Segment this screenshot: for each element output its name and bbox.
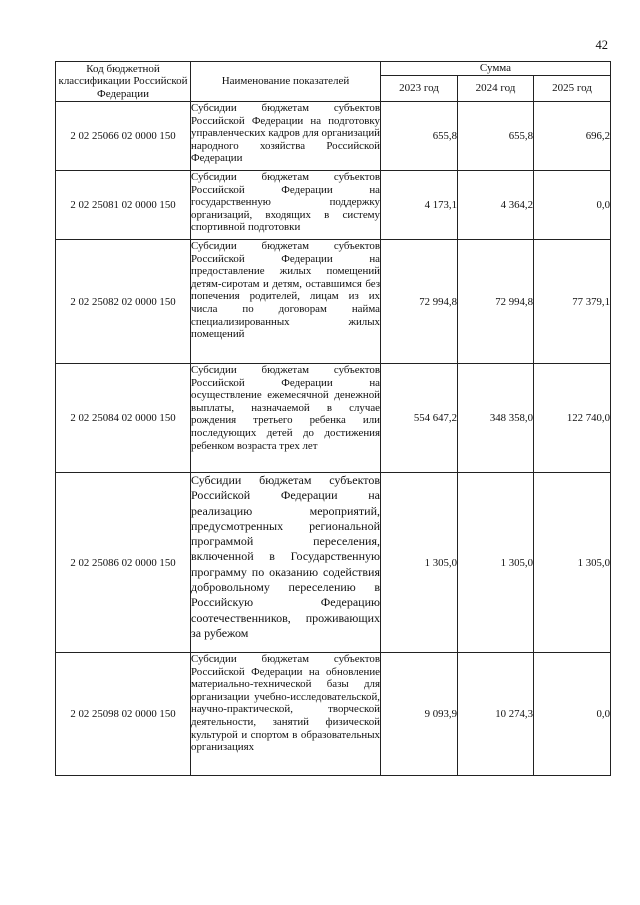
header-sum: Сумма	[381, 62, 611, 76]
row-value-2023: 554 647,2	[381, 364, 458, 473]
row-name: Субсидии бюджетам субъектов Российской Федерации на государственную поддержку организаций, входящих в систему спортивной подготовки	[191, 171, 381, 240]
table-row	[56, 171, 611, 240]
row-value-2024: 4 364,2	[458, 171, 534, 240]
budget-table	[55, 61, 611, 776]
row-name: Субсидии бюджетам субъектов Российской Федерации на осуществление ежемесячной денежной выплаты, назначаемой в случае рождения третьего ребенка или последующих детей до достижения ребенком возраста трех лет	[191, 364, 381, 473]
row-name: Субсидии бюджетам субъектов Российской Федерации на предоставление жилых помещений детям-сиротам и детям, оставшимся без попечения родителей, лицам из их числа по договорам найма специализированных жилых помещений	[191, 240, 381, 364]
row-value-2025: 77 379,1	[534, 240, 611, 364]
header-year-2024: 2024 год	[458, 76, 534, 102]
row-value-2023: 4 173,1	[381, 171, 458, 240]
row-value-2023: 72 994,8	[381, 240, 458, 364]
row-value-2023: 1 305,0	[381, 473, 458, 653]
row-code: 2 02 25066 02 0000 150	[56, 102, 191, 171]
header-year-2025: 2025 год	[534, 76, 611, 102]
row-name: Субсидии бюджетам субъектов Российской Федерации на подготовку управленческих кадров для организаций народного хозяйства Российской Федерации	[191, 102, 381, 171]
row-value-2024: 10 274,3	[458, 653, 534, 776]
table-row	[56, 240, 611, 364]
row-name: Субсидии бюджетам субъектов Российской Федерации на реализацию мероприятий, предусмотренных региональной программой переселения, включенной в Государственную программу по оказанию содействия добровольному переселению в Российскую Федерацию соотечественников, проживающих за рубежом	[191, 473, 381, 653]
header-row-top	[56, 62, 611, 76]
header-name: Наименование показателей	[191, 62, 381, 102]
row-value-2023: 655,8	[381, 102, 458, 171]
page-number: 42	[595, 38, 608, 52]
header-year-2023: 2023 год	[381, 76, 458, 102]
row-value-2025: 1 305,0	[534, 473, 611, 653]
row-value-2024: 655,8	[458, 102, 534, 171]
row-value-2025: 122 740,0	[534, 364, 611, 473]
header-code: Код бюджетной классификации Российской Федерации	[56, 62, 191, 102]
table-row	[56, 102, 611, 171]
row-value-2025: 696,2	[534, 102, 611, 171]
table-row	[56, 653, 611, 776]
table-row	[56, 473, 611, 653]
row-name: Субсидии бюджетам субъектов Российской Федерации на обновление материально-технической базы для организации учебно-исследовательской, научно-практической, творческой деятельности, занятий физической культурой и спортом в образовательных организациях	[191, 653, 381, 776]
row-value-2024: 348 358,0	[458, 364, 534, 473]
row-value-2024: 72 994,8	[458, 240, 534, 364]
row-code: 2 02 25081 02 0000 150	[56, 171, 191, 240]
row-code: 2 02 25082 02 0000 150	[56, 240, 191, 364]
row-code: 2 02 25086 02 0000 150	[56, 473, 191, 653]
row-code: 2 02 25098 02 0000 150	[56, 653, 191, 776]
row-code: 2 02 25084 02 0000 150	[56, 364, 191, 473]
row-value-2024: 1 305,0	[458, 473, 534, 653]
row-value-2025: 0,0	[534, 653, 611, 776]
table-row	[56, 364, 611, 473]
row-value-2025: 0,0	[534, 171, 611, 240]
row-value-2023: 9 093,9	[381, 653, 458, 776]
